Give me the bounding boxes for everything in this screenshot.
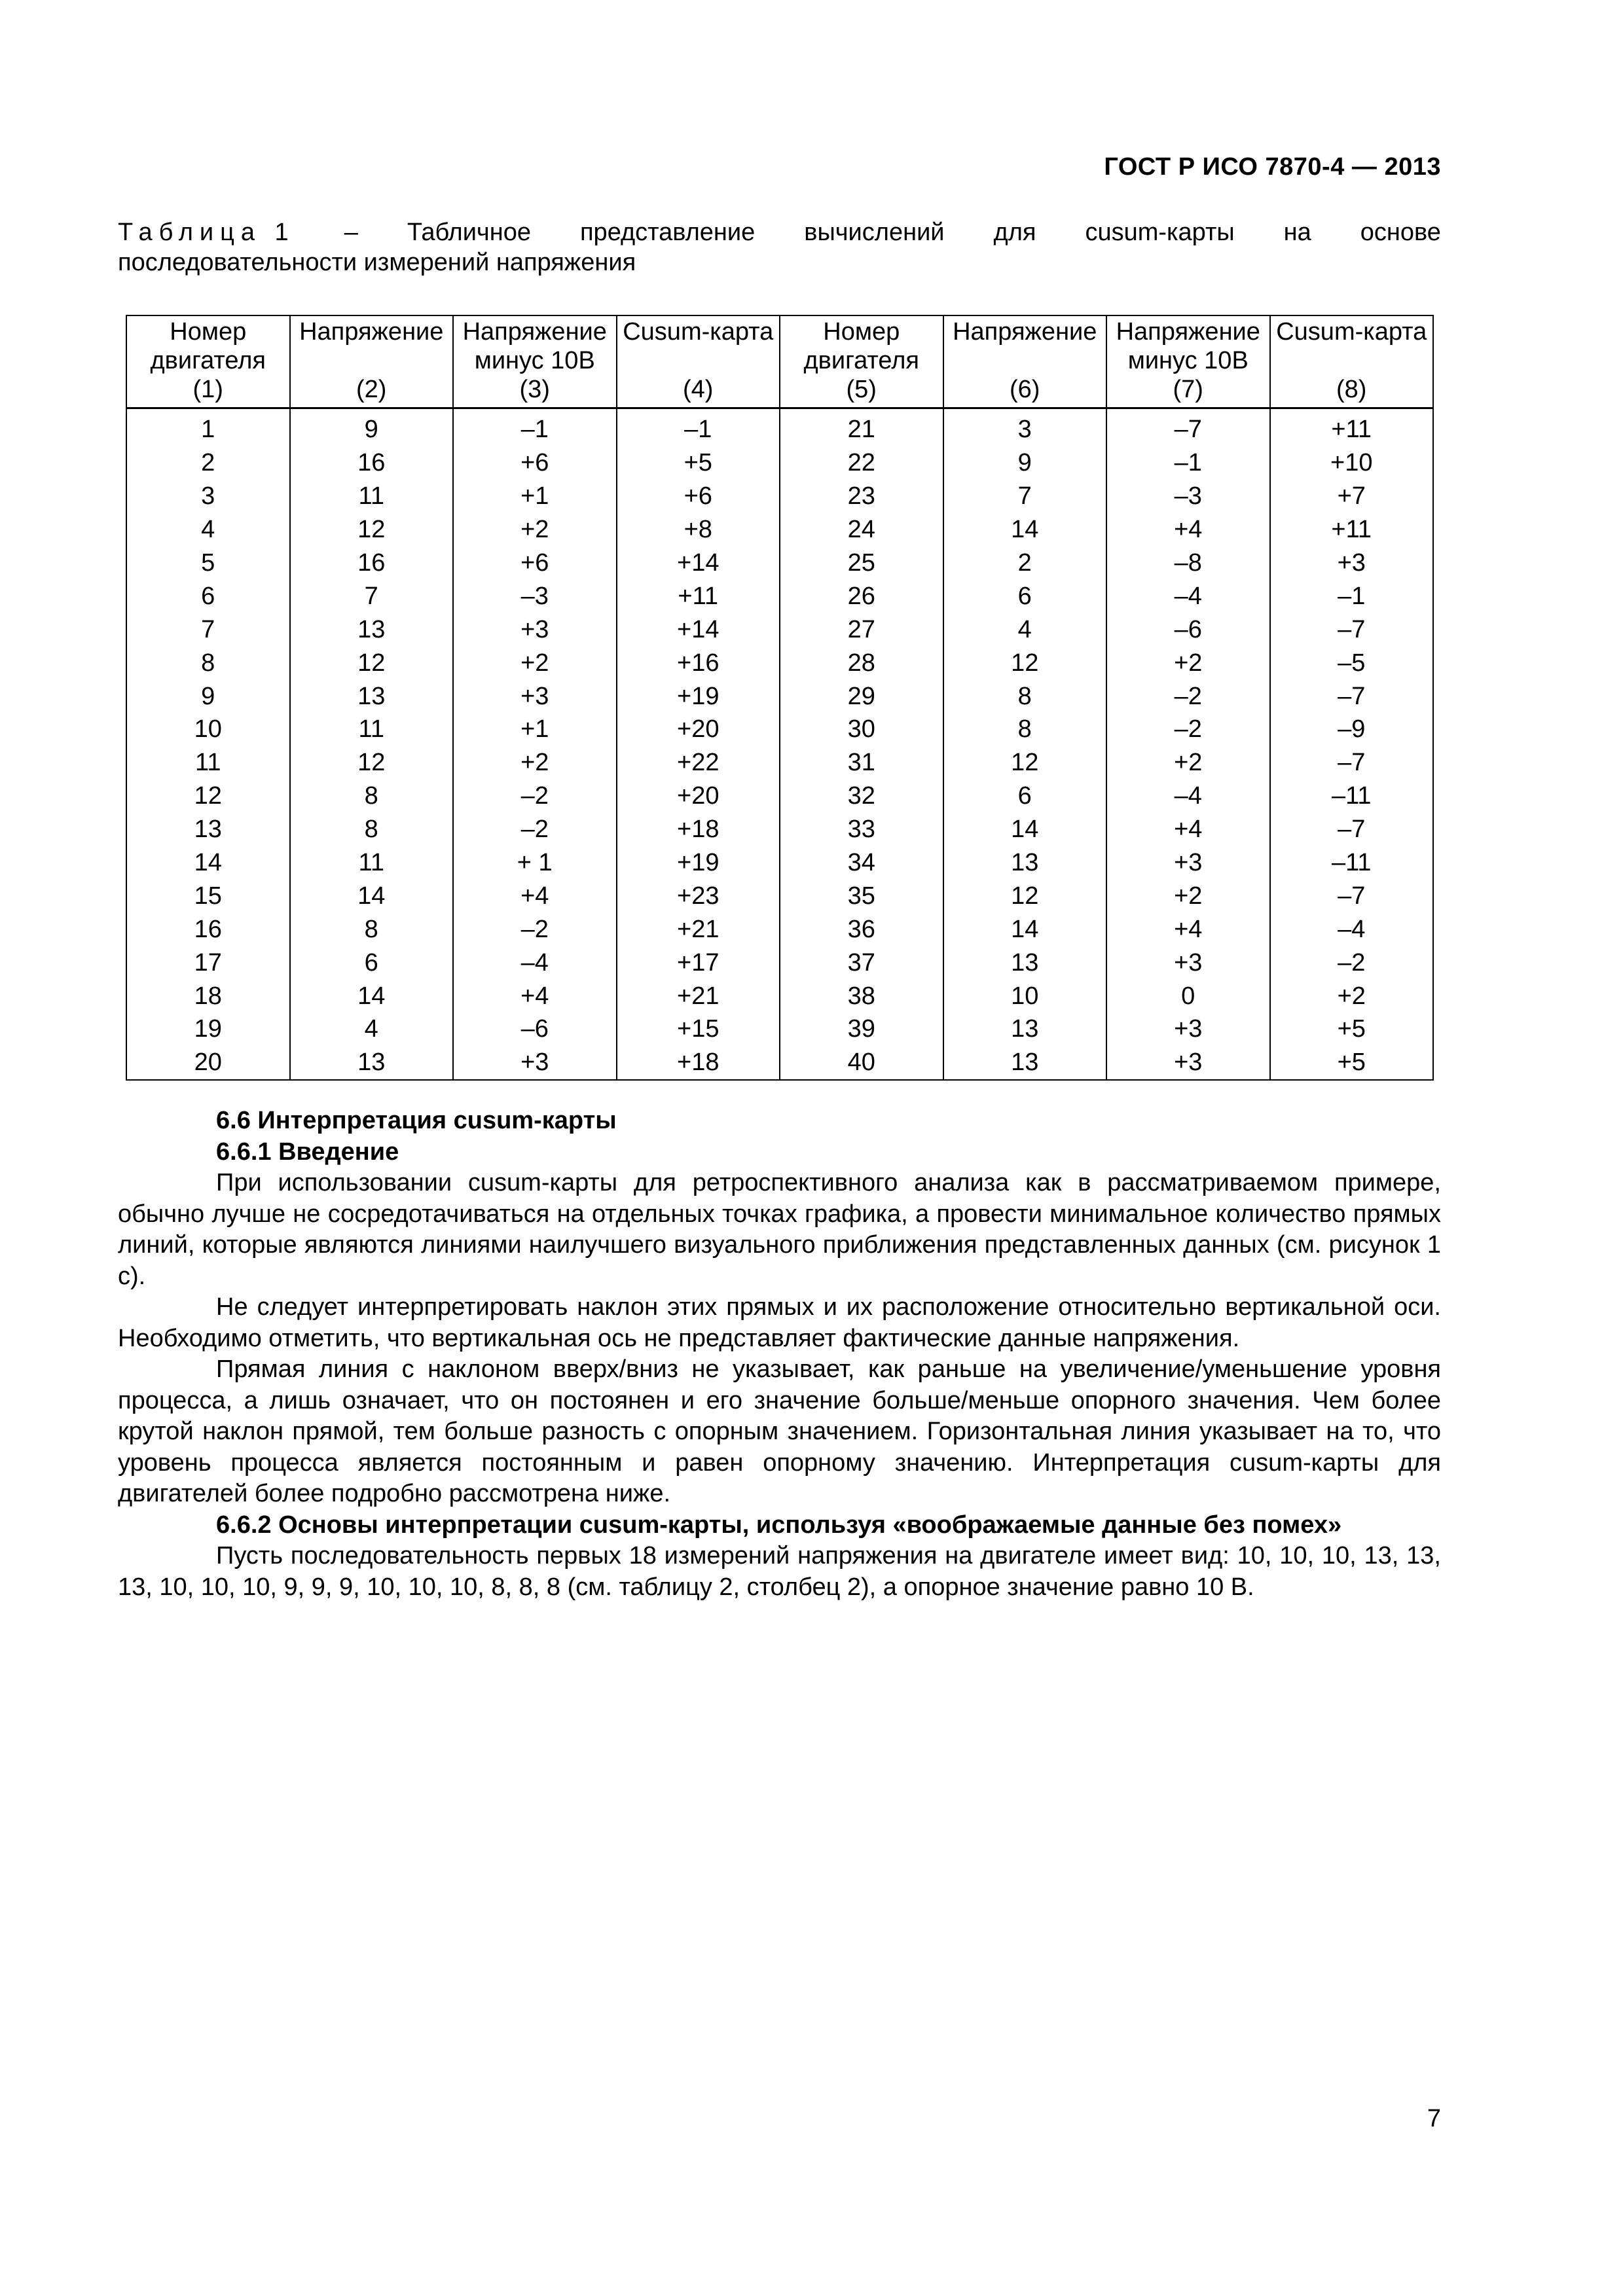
column-title: Напряжение xyxy=(299,318,444,346)
table-cell: 14 xyxy=(290,979,454,1013)
table-cell: 34 xyxy=(780,846,943,880)
table-cell: 13 xyxy=(943,1046,1107,1080)
table-cell: 13 xyxy=(943,1013,1107,1046)
table-header-row xyxy=(126,315,1433,408)
table-cell: 13 xyxy=(943,846,1107,880)
table-cell: +6 xyxy=(453,547,617,580)
table-cell: +6 xyxy=(453,446,617,480)
table-row xyxy=(126,946,1433,979)
caption-word: вычислений xyxy=(804,219,945,246)
paragraph: Не следует интерпретировать наклон этих прямых и их расположение относительно вертикальной оси. Необходимо отметить, что вертикальная ось не представляет фактические данные напряжения. xyxy=(118,1293,1441,1352)
table-row xyxy=(126,646,1433,679)
table-cell: 11 xyxy=(290,846,454,880)
table-cell: +2 xyxy=(453,513,617,547)
caption-label: Таблица 1 xyxy=(118,219,295,246)
table-cell: +5 xyxy=(1270,1046,1434,1080)
caption-word: основе xyxy=(1360,219,1441,246)
column-number: (4) xyxy=(683,376,714,403)
table-cell: 27 xyxy=(780,613,943,646)
table-cell: 33 xyxy=(780,813,943,846)
table-body xyxy=(126,408,1433,1080)
table-cell: 8 xyxy=(943,679,1107,713)
table-cell: 8 xyxy=(126,646,290,679)
column-title: Номер двигателя xyxy=(150,318,266,374)
table-cell: 7 xyxy=(943,480,1107,513)
page-number: 7 xyxy=(1427,2105,1441,2132)
table-cell: –7 xyxy=(1270,679,1434,713)
table-row xyxy=(126,979,1433,1013)
table-row xyxy=(126,613,1433,646)
column-header xyxy=(780,315,943,408)
column-header xyxy=(453,315,617,408)
table-cell: 9 xyxy=(126,679,290,713)
table-cell: +19 xyxy=(617,679,780,713)
table-cell: 1 xyxy=(126,408,290,446)
table-cell: +11 xyxy=(617,579,780,613)
table-cell: 9 xyxy=(943,446,1107,480)
table-cell: 15 xyxy=(126,879,290,912)
table-cell: +20 xyxy=(617,780,780,813)
table-cell: 36 xyxy=(780,912,943,946)
table-cell: 12 xyxy=(126,780,290,813)
section-heading: 6.6 Интерпретация cusum-карты xyxy=(216,1107,617,1134)
table-cell: 2 xyxy=(943,547,1107,580)
table-cell: –2 xyxy=(1270,946,1434,979)
table-cell: + 1 xyxy=(453,846,617,880)
table-cell: 13 xyxy=(290,613,454,646)
table-cell: –2 xyxy=(1106,679,1270,713)
table-cell: 14 xyxy=(943,912,1107,946)
table-cell: 4 xyxy=(290,1013,454,1046)
table-cell: 29 xyxy=(780,679,943,713)
table-cell: 20 xyxy=(126,1046,290,1080)
table-cell: 6 xyxy=(943,579,1107,613)
paragraph: При использовании cusum-карты для ретроспективного анализа как в рассматриваемом примере, обычно лучше не сосредотачиваться на отдельных точках графика, а провести минимальное количество прямых линий, которые являются линиями наилучшего визуального приближения представленных данных (см. рисунок 1 с). xyxy=(118,1169,1441,1290)
table-cell: +4 xyxy=(1106,513,1270,547)
table-cell: 12 xyxy=(943,746,1107,780)
table-row xyxy=(126,846,1433,880)
table-cell: 14 xyxy=(943,513,1107,547)
caption-word: cusum-карты xyxy=(1085,219,1235,246)
table-cell: +1 xyxy=(453,480,617,513)
column-header xyxy=(1270,315,1434,408)
table-cell: +3 xyxy=(1106,1013,1270,1046)
section-body xyxy=(118,1105,1441,1603)
table-cell: –4 xyxy=(1106,579,1270,613)
table-cell: 14 xyxy=(943,813,1107,846)
table-row xyxy=(126,480,1433,513)
table-cell: –2 xyxy=(1106,713,1270,746)
table-row xyxy=(126,408,1433,446)
table-cell: 7 xyxy=(290,579,454,613)
table-cell: +2 xyxy=(453,746,617,780)
table-cell: +5 xyxy=(1270,1013,1434,1046)
table-cell: 18 xyxy=(126,979,290,1013)
table-cell: 16 xyxy=(126,912,290,946)
table-cell: 12 xyxy=(290,513,454,547)
table-cell: +14 xyxy=(617,547,780,580)
table-cell: +1 xyxy=(453,713,617,746)
table-cell: +19 xyxy=(617,846,780,880)
column-title: Напряжение xyxy=(953,318,1097,346)
table-cell: +23 xyxy=(617,879,780,912)
table-cell: 3 xyxy=(126,480,290,513)
table-cell: 8 xyxy=(290,780,454,813)
table-cell: +4 xyxy=(453,979,617,1013)
table-cell: 6 xyxy=(126,579,290,613)
table-cell: –4 xyxy=(453,946,617,979)
table-cell: 30 xyxy=(780,713,943,746)
table-cell: +8 xyxy=(617,513,780,547)
table-cell: –2 xyxy=(453,912,617,946)
table-cell: +11 xyxy=(1270,513,1434,547)
column-header xyxy=(290,315,454,408)
table-cell: 24 xyxy=(780,513,943,547)
table-cell: +2 xyxy=(453,646,617,679)
table-cell: +20 xyxy=(617,713,780,746)
table-cell: 13 xyxy=(290,1046,454,1080)
table-cell: 10 xyxy=(943,979,1107,1013)
table-cell: +3 xyxy=(453,1046,617,1080)
table-cell: 21 xyxy=(780,408,943,446)
column-title: Cusum-карта xyxy=(623,318,774,346)
table-cell: +3 xyxy=(1106,1046,1270,1080)
table-cell: –5 xyxy=(1270,646,1434,679)
table-caption xyxy=(118,217,1441,278)
table-cell: –1 xyxy=(617,408,780,446)
table-cell: 11 xyxy=(290,480,454,513)
subsection-heading: 6.6.2 Основы интерпретации cusum-карты, используя «воображаемые данные без помех» xyxy=(216,1511,1342,1539)
table-cell: 11 xyxy=(290,713,454,746)
table-cell: +2 xyxy=(1106,746,1270,780)
table-cell: 13 xyxy=(943,946,1107,979)
table-cell: 39 xyxy=(780,1013,943,1046)
caption-word: для xyxy=(993,219,1036,246)
table-cell: +21 xyxy=(617,912,780,946)
table-row xyxy=(126,547,1433,580)
table-cell: –2 xyxy=(453,780,617,813)
subsection-heading: 6.6.1 Введение xyxy=(216,1138,399,1166)
table-cell: 4 xyxy=(126,513,290,547)
table-cell: +3 xyxy=(1106,946,1270,979)
table-cell: +6 xyxy=(617,480,780,513)
caption-word: на xyxy=(1283,219,1311,246)
table-row xyxy=(126,513,1433,547)
table-cell: +3 xyxy=(453,679,617,713)
caption-word: представление xyxy=(579,219,756,246)
column-title: Напряжение минус 10В xyxy=(462,318,607,374)
column-header xyxy=(1106,315,1270,408)
table-cell: –1 xyxy=(1106,446,1270,480)
column-number: (7) xyxy=(1173,376,1203,403)
table-cell: +11 xyxy=(1270,408,1434,446)
table-cell: 12 xyxy=(290,646,454,679)
table-row xyxy=(126,813,1433,846)
table-cell: 2 xyxy=(126,446,290,480)
caption-dash: – xyxy=(344,219,358,246)
table-cell: –9 xyxy=(1270,713,1434,746)
column-number: (3) xyxy=(519,376,550,403)
table-cell: +22 xyxy=(617,746,780,780)
table-cell: 16 xyxy=(290,446,454,480)
column-header xyxy=(617,315,780,408)
table-cell: 4 xyxy=(943,613,1107,646)
table-cell: 6 xyxy=(943,780,1107,813)
caption-line-1 xyxy=(118,217,1441,247)
table-cell: –6 xyxy=(1106,613,1270,646)
table-cell: 16 xyxy=(290,547,454,580)
table-cell: +2 xyxy=(1106,879,1270,912)
table-cell: 17 xyxy=(126,946,290,979)
table-row xyxy=(126,713,1433,746)
table-cell: 13 xyxy=(290,679,454,713)
table-cell: 32 xyxy=(780,780,943,813)
table-cell: 0 xyxy=(1106,979,1270,1013)
table-cell: –6 xyxy=(453,1013,617,1046)
table-cell: –11 xyxy=(1270,846,1434,880)
table-cell: 38 xyxy=(780,979,943,1013)
table-cell: 6 xyxy=(290,946,454,979)
column-number: (5) xyxy=(846,376,877,403)
column-title: Напряжение минус 10В xyxy=(1116,318,1260,374)
table-cell: –11 xyxy=(1270,780,1434,813)
table-cell: 5 xyxy=(126,547,290,580)
table-cell: 22 xyxy=(780,446,943,480)
table-cell: +5 xyxy=(617,446,780,480)
table-cell: –7 xyxy=(1270,813,1434,846)
table-cell: –1 xyxy=(1270,579,1434,613)
table-cell: 14 xyxy=(126,846,290,880)
table-cell: +3 xyxy=(1106,846,1270,880)
table-cell: +3 xyxy=(1270,547,1434,580)
caption-line-2: последовательности измерений напряжения xyxy=(118,249,636,276)
table-cell: 8 xyxy=(290,912,454,946)
column-header xyxy=(943,315,1107,408)
cusum-table xyxy=(126,315,1434,1081)
table-cell: +14 xyxy=(617,613,780,646)
table-cell: –7 xyxy=(1270,746,1434,780)
table-cell: +18 xyxy=(617,813,780,846)
column-number: (1) xyxy=(192,376,223,403)
table-cell: 12 xyxy=(290,746,454,780)
table-cell: 25 xyxy=(780,547,943,580)
table-cell: –3 xyxy=(1106,480,1270,513)
table-row xyxy=(126,780,1433,813)
table-cell: –4 xyxy=(1270,912,1434,946)
table-cell: 31 xyxy=(780,746,943,780)
table-cell: +3 xyxy=(453,613,617,646)
table-cell: 12 xyxy=(943,646,1107,679)
table-row xyxy=(126,1013,1433,1046)
table-row xyxy=(126,879,1433,912)
table-cell: +2 xyxy=(1106,646,1270,679)
paragraph: Пусть последовательность первых 18 измерений напряжения на двигателе имеет вид: 10, 10, 10, 13, 13, 13, 10, 10, 10, 9, 9, 9, 10, 10, 10, 8, 8, 8 (см. таблицу 2, столбец 2), а опорное значение равно 10 В. xyxy=(118,1542,1441,1601)
table-cell: +4 xyxy=(1106,813,1270,846)
table-row xyxy=(126,746,1433,780)
table-cell: 19 xyxy=(126,1013,290,1046)
column-number: (8) xyxy=(1336,376,1367,403)
table-cell: –8 xyxy=(1106,547,1270,580)
table-cell: +17 xyxy=(617,946,780,979)
table-cell: 23 xyxy=(780,480,943,513)
table-cell: 26 xyxy=(780,579,943,613)
caption-word: Табличное xyxy=(407,219,531,246)
table-cell: +16 xyxy=(617,646,780,679)
document-header: ГОСТ Р ИСО 7870-4 — 2013 xyxy=(1104,153,1441,181)
column-title: Номер двигателя xyxy=(803,318,919,374)
table-cell: –7 xyxy=(1106,408,1270,446)
table-cell: –4 xyxy=(1106,780,1270,813)
table-cell: +21 xyxy=(617,979,780,1013)
table-row xyxy=(126,1046,1433,1080)
table-cell: +18 xyxy=(617,1046,780,1080)
column-header xyxy=(126,315,290,408)
table-row xyxy=(126,446,1433,480)
table-row xyxy=(126,679,1433,713)
table-cell: –3 xyxy=(453,579,617,613)
table-cell: +15 xyxy=(617,1013,780,1046)
table-cell: 37 xyxy=(780,946,943,979)
column-number: (2) xyxy=(356,376,387,403)
table-cell: 8 xyxy=(943,713,1107,746)
column-title: Cusum-карта xyxy=(1276,318,1427,346)
table-cell: 13 xyxy=(126,813,290,846)
table-cell: 8 xyxy=(290,813,454,846)
table-row xyxy=(126,579,1433,613)
column-number: (6) xyxy=(1010,376,1040,403)
table-cell: +7 xyxy=(1270,480,1434,513)
table-cell: –2 xyxy=(453,813,617,846)
table-cell: +4 xyxy=(453,879,617,912)
table-cell: –1 xyxy=(453,408,617,446)
table-cell: 7 xyxy=(126,613,290,646)
paragraph: Прямая линия с наклоном вверх/вниз не указывает, как раньше на увеличение/уменьшение уровня процесса, а лишь означает, что он постоянен и его значение больше/меньше опорного значения. Чем более крутой наклон прямой, тем больше разность с опорным значением. Горизонтальная линия указывает на то, что уровень процесса является постоянным и равен опорному значению. Интерпретация cusum-карты для двигателей более подробно рассмотрена ниже. xyxy=(118,1355,1441,1507)
table-cell: 40 xyxy=(780,1046,943,1080)
table-cell: +2 xyxy=(1270,979,1434,1013)
table-cell: –7 xyxy=(1270,879,1434,912)
table-cell: 14 xyxy=(290,879,454,912)
table-cell: 28 xyxy=(780,646,943,679)
table-cell: +4 xyxy=(1106,912,1270,946)
table-cell: –7 xyxy=(1270,613,1434,646)
table-row xyxy=(126,912,1433,946)
table-cell: 35 xyxy=(780,879,943,912)
table-cell: +10 xyxy=(1270,446,1434,480)
table-cell: 12 xyxy=(943,879,1107,912)
table-cell: 11 xyxy=(126,746,290,780)
table-cell: 3 xyxy=(943,408,1107,446)
table-cell: 9 xyxy=(290,408,454,446)
table-cell: 10 xyxy=(126,713,290,746)
